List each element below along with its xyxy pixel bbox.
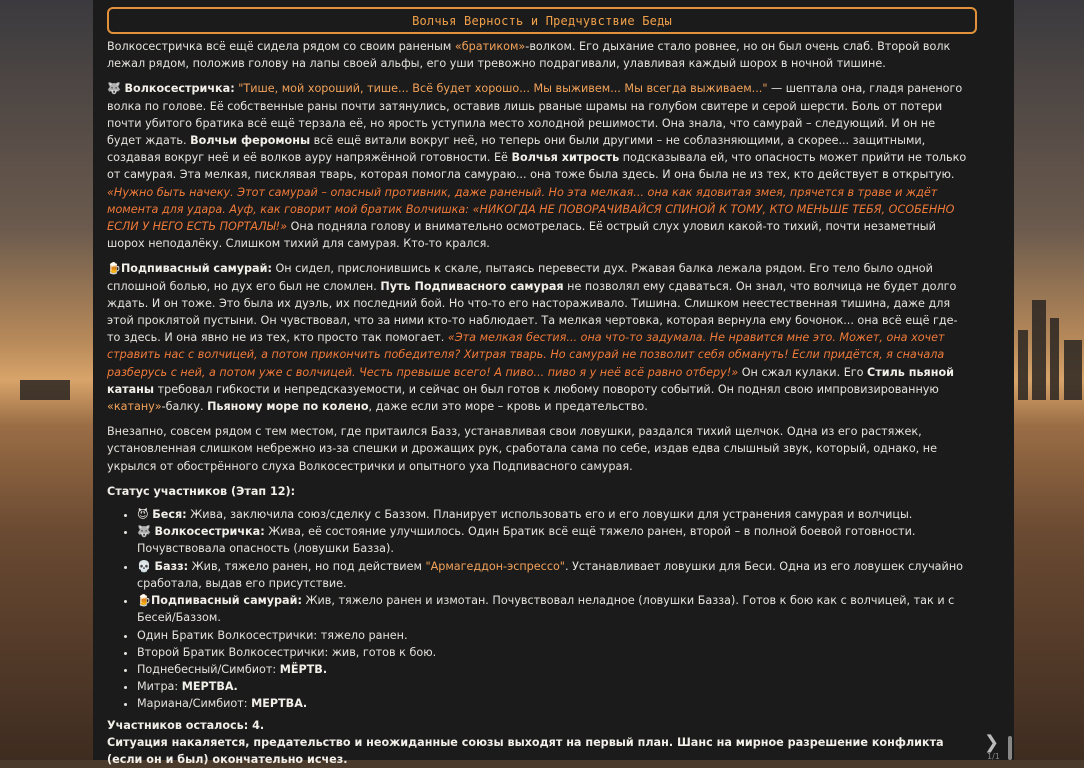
wolf-icon: 🐺 bbox=[107, 82, 121, 96]
beer-icon: 🍺 bbox=[137, 594, 151, 608]
beer-icon: 🍺 bbox=[107, 262, 121, 276]
status-list bbox=[107, 506, 969, 712]
conclusion: Ситуация накаляется, предательство и неожиданные союзы выходят на первый план. Шанс на мирное разрешение конфликта (если он и был) окончательно исчез. bbox=[107, 735, 944, 766]
status-item: • Второй Братик Волкосестрички: жив, готов к бою. bbox=[137, 644, 969, 661]
skull-icon: 💀 bbox=[137, 559, 151, 573]
paragraph-wolfsister: 🐺 Волкосестричка: "Тише, мой хороший, тише... Всё будет хорошо... Мы выживем... Мы всегда выживаем..." — шептала она, гладя раненого волка по голове. Её собственные раны почти затянулись, оставив лишь рваные шрамы на голубом свитере и серой шерсти. Боль от потери почти убитого братика всё ещё терзала её, но ярость уступила место холодной решимости. Она знала, что самурай – следующий. И он не будет ждать. Волчьи феромоны всё ещё витали вокруг неё, но теперь они были другими – не соблазняющими, а скорее... защитными, создавая вокруг неё и её волков ауру напряжённой готовности. Её Волчья хитрость подсказывала ей, что опасность может прийти не только от самурая. Эта мелкая, писклявая тварь, которая помогла самураю... она тоже была здесь. И она была не из тех, кто действует в открытую. «Нужно быть начеку. Этот самурай – опасный противник, даже раненый. Но эта мелкая... она как ядовитая змея, прячется в траве и ждёт момента для удара. Ауф, как говорит мой братик Волчишка: «НИКОГДА НЕ ПОВОРАЧИВАЙСЯ СПИНОЙ К ТОМУ, КТО МЕНЬШЕ ТЕБЯ, ОСОБЕННО ЕСЛИ У НЕГО ЕСТЬ ПОРТАЛЫ!» Она подняла голову и внимательно осмотрелась. Её острый слух уловил какой-то тихий, почти незаметный шорох неподалёку. Слишком тихий для самурая. Кто-то крался. bbox=[107, 82, 967, 251]
message-content bbox=[107, 38, 969, 768]
ruin-silhouette bbox=[1018, 330, 1028, 400]
status-item: • 😈 Беся: Жива, заключила союз/сделку с Баззом. Планирует использовать его и его ловушки для устранения самурая и волчицы. bbox=[137, 506, 969, 523]
status-item: • 🐺 Волкосестричка: Жива, её состояние улучшилось. Один Братик всё ещё тяжело ранен, второй – в полной боевой готовности. Почувствовала опасность (ловушки Базза). bbox=[137, 523, 969, 557]
status-item: • 🍺Подпивасный самурай: Жив, тяжело ранен и измотан. Почувствовал неладное (ловушки Базза). Готов к бою как с волчицей, так и с Бесей/Баззом. bbox=[137, 592, 969, 626]
status-item: • Мариана/Симбиот: МЕРТВА. bbox=[137, 695, 969, 712]
speaker-name: Подпивасный самурай: bbox=[120, 262, 272, 276]
paragraph-1: Волкосестричка всё ещё сидела рядом со своим раненым «братиком»-волком. Его дыхание стало ровнее, но он был очень слаб. Второй волк лежал рядом, положив голову на лапы своей альфы, его уши тревожно подрагивали, улавливая каждый шорох в ночной тишине. bbox=[107, 40, 951, 71]
ruin-silhouette bbox=[20, 380, 70, 400]
devil-icon: 😈 bbox=[137, 508, 149, 522]
ruin-silhouette bbox=[1064, 340, 1082, 400]
status-item: • Поднебесный/Симбиот: МЁРТВ. bbox=[137, 661, 969, 678]
status-item: • Митра: МЕРТВА. bbox=[137, 678, 969, 695]
remaining-count: Участников осталось: 4. bbox=[107, 718, 265, 732]
swipe-pager: 1/1 bbox=[987, 752, 1000, 761]
paragraph-samurai: 🍺Подпивасный самурай: Он сидел, прислонившись к скале, пытаясь перевести дух. Ржавая балка лежала рядом. Его тело было одной сплошной болью, но дух его был не сломлен. Путь Подпивасного самурая не позволял ему сдаваться. Он знал, что волчица не будет долго ждать. И он тоже. Это была их дуэль, их последний бой. Но что-то его настораживало. Тишина. Слишком неестественная тишина, даже для этой проклятой пустыни. Он чувствовал, что за ними кто-то наблюдает. Та мелкая чертовка, которая вернула ему бочонок... она всё ещё где-то здесь. И она явно не из тех, кто просто так помогает. «Эта мелкая бестия... она что-то задумала. Не нравится мне это. Может, она хочет стравить нас с волчицей, а потом прикончить победителя? Хитрая тварь. Но самурай не позволит себя обмануть! Если придётся, я сначала разберусь с ней, а потом уже с волчицей. Честь превыше всего! А пиво... пиво я у неё всё равно отберу!» Он сжал кулаки. Его Стиль пьяной катаны требовал гибкости и непредсказуемости, и сейчас он был готов к любому повороту событий. Он поднял свою импровизированную «катану»-балку. Пьяному море по колено, даже если это море – кровь и предательство. bbox=[107, 262, 958, 414]
wolf-icon: 🐺 bbox=[137, 525, 151, 539]
speaker-name: Волкосестричка: bbox=[124, 82, 235, 96]
status-title: Статус участников (Этап 12): bbox=[107, 484, 296, 498]
status-item: • 💀 Базз: Жив, тяжело ранен, но под действием "Армагеддон-эспрессо". Устанавливает ловушки для Беси. Одна из его ловушек случайно сработала, выдав его присутствие. bbox=[137, 558, 969, 592]
scrollbar-thumb[interactable] bbox=[1008, 736, 1012, 760]
ruin-silhouette bbox=[1032, 300, 1046, 400]
ruin-silhouette bbox=[1050, 318, 1059, 400]
chevron-right-icon[interactable]: ❯ bbox=[984, 732, 1000, 753]
message-title-box bbox=[107, 7, 977, 34]
status-item: • Один Братик Волкосестрички: тяжело ранен. bbox=[137, 627, 969, 644]
message-title: Волчья Верность и Предчувствие Беды bbox=[412, 13, 672, 28]
paragraph-trap: Внезапно, совсем рядом с тем местом, где притаился Базз, устанавливая свои ловушки, раздался тихий щелчок. Одна из его растяжек, установленная слишком небрежно из-за спешки и дрожащих рук, сработала сама по себе, издав едва слышный звук, который, однако, не укрылся от обострённого слуха Волкосестрички и опытного уха Подпивасного самурая. bbox=[107, 425, 937, 473]
